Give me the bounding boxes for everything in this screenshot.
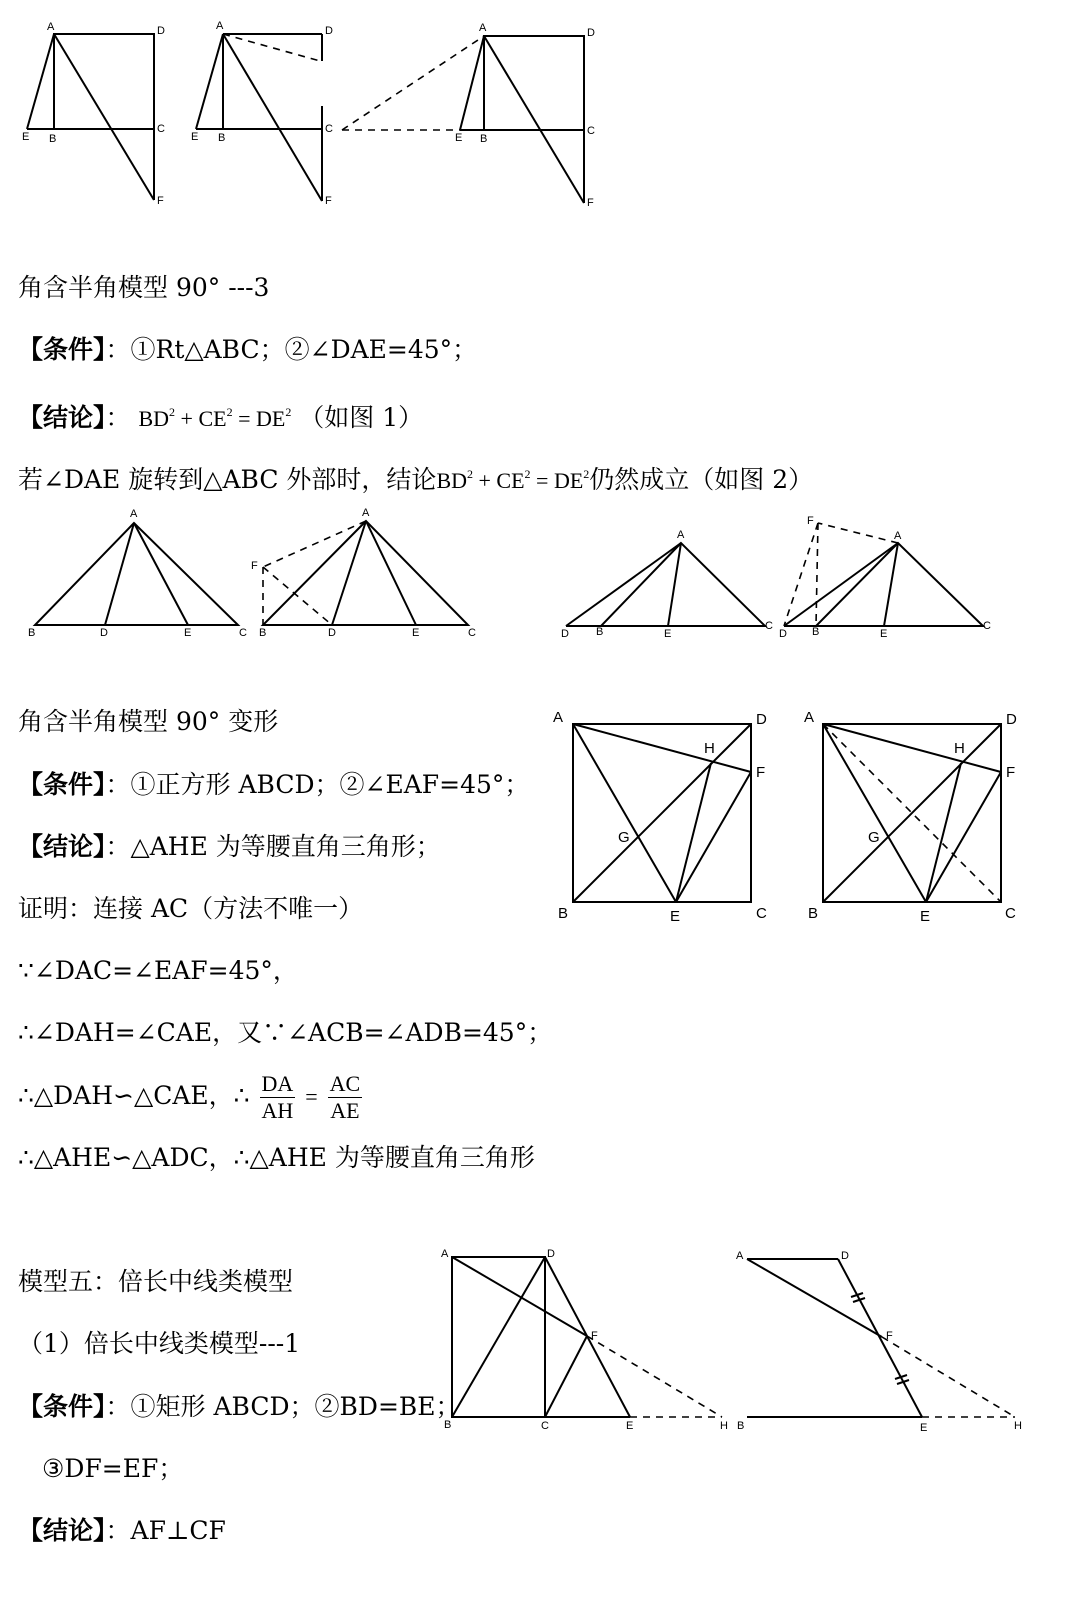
label-E: E (920, 908, 931, 925)
label-D: D (325, 25, 333, 37)
label-C: C (587, 125, 595, 137)
section3-condition (18, 335, 477, 365)
section5-conclusion: 【结论】：AF⊥CF (18, 1516, 226, 1545)
label-B: B (218, 132, 226, 144)
label-D: D (328, 627, 336, 639)
triangle-figure-2 (248, 505, 483, 640)
label-A: A (130, 508, 138, 520)
label-A: A (677, 529, 685, 541)
label-B: B (28, 627, 36, 639)
label-C: C (1005, 905, 1016, 922)
label-B: B (49, 133, 57, 145)
label-E: E (880, 628, 888, 640)
label-A: A (894, 530, 902, 542)
label-E: E (22, 131, 30, 143)
label-D: D (157, 25, 165, 37)
label-A: A (216, 20, 224, 32)
label-F: F (157, 195, 164, 207)
section5-subtitle: （1）倍长中线类模型---1 (18, 1329, 301, 1358)
label-E: E (664, 628, 672, 640)
fraction-da-ah: $\frac{DA}{AH}$ (261, 1071, 294, 1123)
label-B: B (737, 1420, 745, 1432)
section5-condition: 【条件】：①矩形 ABCD；②BD=BE； (18, 1392, 461, 1421)
conclusion-figure-ref: （如图 1） (299, 403, 424, 432)
label-F: F (591, 1330, 598, 1342)
label-E: E (626, 1420, 634, 1432)
label-F: F (807, 515, 814, 527)
proof-line-2: ∵∠DAC=∠EAF=45°， (18, 956, 298, 985)
triangle-figure-3 (560, 525, 780, 645)
label-B: B (259, 627, 267, 639)
label-D: D (547, 1248, 555, 1260)
condition-label: 【条件】 (18, 335, 106, 364)
conclusion-equation: $BD^2 + CE^2 = DE^2$ (138, 405, 292, 431)
median-figure-1 (440, 1245, 740, 1440)
label-F: F (886, 1330, 893, 1342)
condition-text: ：①Rt△ABC；②∠DAE=45°； (105, 335, 478, 364)
label-B: B (558, 905, 569, 922)
label-D: D (587, 27, 595, 39)
triangle-figure-4 (778, 513, 1000, 645)
label-A: A (736, 1250, 744, 1262)
top-figure-3 (340, 18, 610, 210)
variant-conclusion: 【结论】：△AHE 为等腰直角三角形； (18, 832, 441, 861)
variant-title: 角含半角模型 90° 变形 (18, 707, 279, 736)
conclusion-label: 【结论】 (18, 403, 106, 432)
proof-line-1: 证明：连接 AC（方法不唯一） (18, 894, 364, 923)
label-F: F (325, 195, 332, 207)
label-C: C (983, 620, 991, 632)
label-A: A (479, 22, 487, 34)
label-A: A (362, 507, 370, 519)
section3-title: 角含半角模型 90° ---3 (18, 273, 270, 302)
label-F: F (587, 197, 594, 209)
median-figure-2 (735, 1245, 1035, 1440)
proof-line-3: ∴∠DAH=∠CAE，又∵∠ACB=∠ADB=45°； (18, 1018, 553, 1047)
label-E: E (184, 627, 192, 639)
top-figure-2 (186, 16, 336, 210)
label-A: A (47, 21, 55, 33)
label-B: B (812, 626, 820, 638)
label-H: H (720, 1420, 728, 1432)
section5-condition-2: ③DF=EF； (42, 1454, 184, 1483)
label-C: C (756, 905, 767, 922)
top-figure-1 (20, 18, 170, 208)
label-H: H (1014, 1420, 1022, 1432)
label-E: E (670, 908, 681, 925)
label-F: F (1006, 764, 1016, 781)
label-D: D (841, 1250, 849, 1262)
label-A: A (441, 1248, 449, 1260)
section5-title: 模型五：倍长中线类模型 (18, 1267, 294, 1296)
fraction-ac-ae: $\frac{AC}{AE}$ (329, 1071, 361, 1123)
label-G: G (618, 829, 630, 846)
label-B: B (596, 626, 604, 638)
label-E: E (920, 1422, 928, 1434)
label-B: B (444, 1419, 452, 1431)
label-F: F (756, 764, 766, 781)
label-D: D (779, 628, 787, 640)
label-E: E (412, 627, 420, 639)
label-C: C (157, 123, 165, 135)
label-D: D (756, 711, 767, 728)
label-D: D (100, 627, 108, 639)
label-H: H (704, 740, 715, 757)
label-E: E (191, 131, 199, 143)
label-B: B (808, 905, 819, 922)
proof-line-5: ∴△AHE∽△ADC，∴△AHE 为等腰直角三角形 (18, 1143, 535, 1172)
label-D: D (561, 628, 569, 640)
proof-line-4: ∴△DAH∽△CAE，∴ $\frac{DA}{AH}$ = $\frac{AC}{AE}$ (18, 1071, 361, 1123)
square-figure-1 (548, 705, 778, 925)
label-H: H (954, 740, 965, 757)
label-D: D (1006, 711, 1017, 728)
label-C: C (325, 123, 333, 135)
label-E: E (455, 132, 463, 144)
label-C: C (765, 620, 773, 632)
label-B: B (480, 133, 488, 145)
label-C: C (468, 627, 476, 639)
variant-condition: 【条件】：①正方形 ABCD；②∠EAF=45°； (18, 770, 530, 799)
section3-conclusion: 【结论】： $BD^2 + CE^2 = DE^2$ （如图 1） (18, 403, 424, 432)
section3-rotate: 若∠DAE 旋转到△ABC 外部时，结论$BD^2 + CE^2 = DE^2$仍然成立（如图 2） (18, 465, 814, 494)
triangle-figure-1 (28, 505, 253, 640)
label-G: G (868, 829, 880, 846)
label-C: C (239, 627, 247, 639)
label-C: C (541, 1420, 549, 1432)
square-figure-2 (800, 705, 1030, 925)
label-F: F (251, 560, 258, 572)
label-A: A (553, 709, 564, 726)
label-A: A (804, 709, 815, 726)
